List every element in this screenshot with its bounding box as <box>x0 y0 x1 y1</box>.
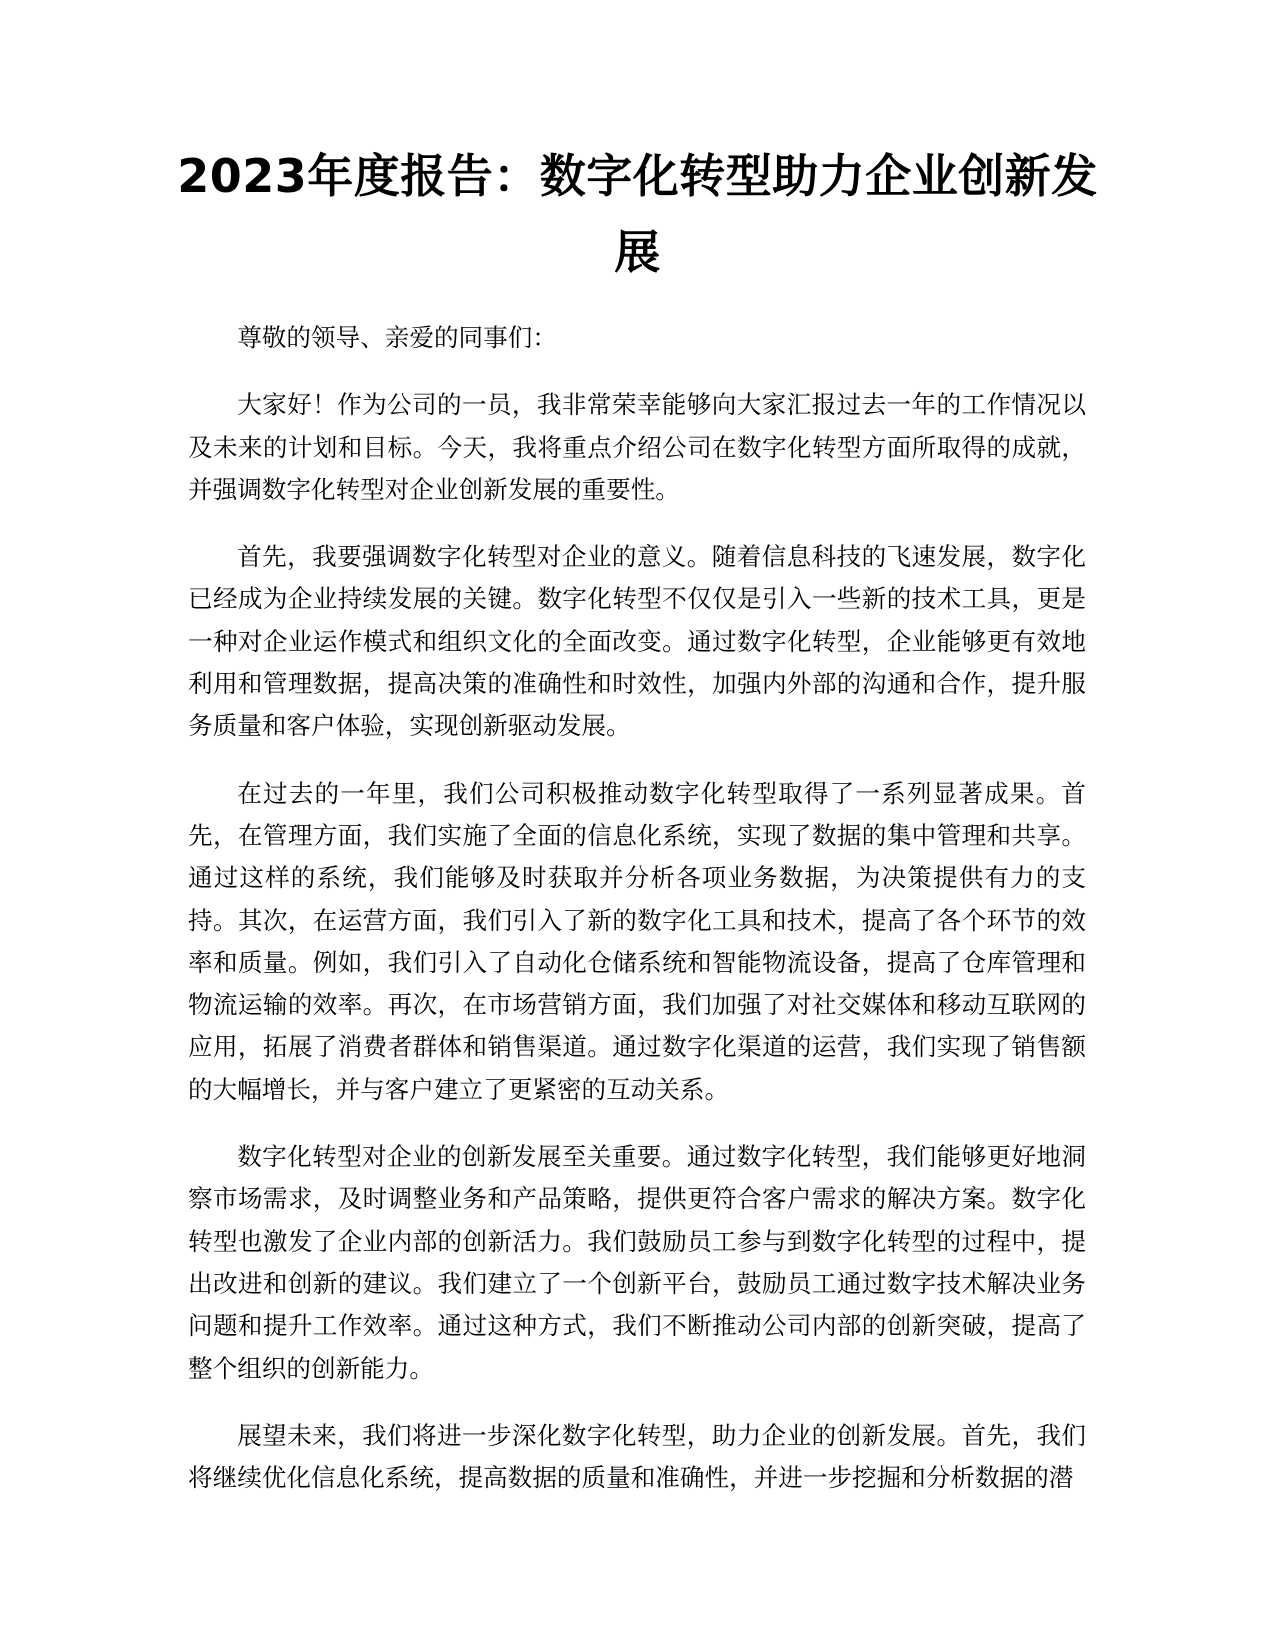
salutation: 尊敬的领导、亲爱的同事们： <box>237 323 557 352</box>
paragraph-outlook: 展望未来，我们将进一步深化数字化转型，助力企业的创新发展。首先，我们将继续优化信息化系统，提高数据的质量和准确性，并进一步挖掘和分析数据的潜 <box>188 1420 1086 1493</box>
paragraph-innovation: 数字化转型对企业的创新发展至关重要。通过数字化转型，我们能够更好地洞察市场需求，及时调整业务和产品策略，提供更符合客户需求的解决方案。数字化转型也激发了企业内部的创新活力。我们鼓励员工参与到数字化转型的过程中，提出改进和创新的建议。我们建立了一个创新平台，鼓励员工通过数字技术解决业务问题和提升工作效率。通过这种方式，我们不断推动公司内部的创新突破，提高了整个组织的创新能力。 <box>188 1142 1086 1383</box>
document-title: 2023年度报告：数字化转型助力企业创新发展 <box>177 149 1098 279</box>
paragraph-intro: 大家好！作为公司的一员，我非常荣幸能够向大家汇报过去一年的工作情况以及未来的计划和目标。今天，我将重点介绍公司在数字化转型方面所取得的成就，并强调数字化转型对企业创新发展的重要性。 <box>188 390 1086 504</box>
paragraph-achievements: 在过去的一年里，我们公司积极推动数字化转型取得了一系列显著成果。首先，在管理方面，我们实施了全面的信息化系统，实现了数据的集中管理和共享。通过这样的系统，我们能够及时获取并分析各项业务数据，为决策提供有力的支持。其次，在运营方面，我们引入了新的数字化工具和技术，提高了各个环节的效率和质量。例如，我们引入了自动化仓储系统和智能物流设备，提高了仓库管理和物流运输的效率。再次，在市场营销方面，我们加强了对社交媒体和移动互联网的应用，拓展了消费者群体和销售渠道。通过数字化渠道的运营，我们实现了销售额的大幅增长，并与客户建立了更紧密的互动关系。 <box>188 778 1086 1104</box>
paragraph-significance: 首先，我要强调数字化转型对企业的意义。随着信息科技的飞速发展，数字化已经成为企业持续发展的关键。数字化转型不仅仅是引入一些新的技术工具，更是一种对企业运作模式和组织文化的全面改变。通过数字化转型，企业能够更有效地利用和管理数据，提高决策的准确性和时效性，加强内外部的沟通和合作，提升服务质量和客户体验，实现创新驱动发展。 <box>188 542 1086 741</box>
document-body <box>188 317 1086 1524</box>
